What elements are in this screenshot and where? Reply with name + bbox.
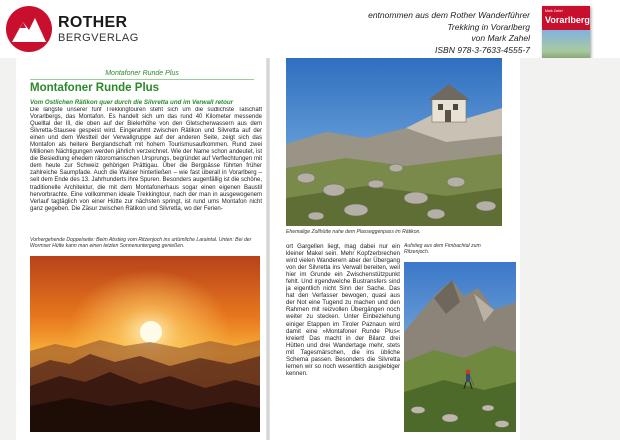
book-cover-author: Mark Zahel (545, 9, 563, 13)
chapter-subtitle: Vom Östlichen Rätikon quer durch die Silvretta und im Verwall retour (30, 99, 234, 106)
page-header (0, 0, 620, 58)
book-title-line: Trekking in Vorarlberg (447, 21, 530, 32)
brand-name: ROTHER (58, 14, 128, 31)
body-text-continued: ort Gargellen liegt, mag dabei nur ein kleiner Makel sein. Mehr Kopfzerbrechen wird vielen Wanderern aber der Übergang von der Silvretta ins Verwall bereiten, weil hier im Grunde ein Zwischenstützpunkt fehlt. Und irgendwelche Bustransfers sind ja eigentlich nicht Sinn der Sache. Das hat den Verfasser bewogen, quasi aus der Not eine Tugend zu machen und den Rahmen mit reizvollen Übergängen noch weiter zu stecken. Unter Einbeziehung einiger Etappen im Tiroler Paznaun wird damit eine »Montafoner Runde Plus« kreiert! Das macht in der Bilanz drei Hütten und drei Wandertage mehr, stets mit Tagesmärschen, die ins übliche Schema passen. Besonders die Silvretta lernen wir so noch wesentlich ausgiebiger kennen. (286, 243, 400, 377)
body-text: Die längste unserer fünf Trekkingtouren steht sich um die südlichste Talschaft Vorarlbergs, das Montafon. Es handelt sich um das rund 40 Kilometer messende Quelltal der Ill, die oben auf der Bielerhöhe von den Gletscherwassern aus dem Silvretta-Stausee gespeist wird. Eingerahmt zwischen Rätikon und Silvretta auf der einen und dem Westteil der Verwallgruppe auf der anderen Seite, zeigt sich das Montafon als heitere Berglandschaft mit hohem Tourismusaufkommen. Rund zwei Millionen Nächtigungen werden jährlich verzeichnet. Wie der Name schon andeutet, ist die Besiedlung ehedem rätoromanischen Ursprungs, begründet auf Verflechtungen mit dem heute zur Schweiz gehörigen Prättigau. Über die Bergpässe führten früher zahlreiche Saumpfade. Auch die Walser hinterließen – wie fast überall in Vorarlberg – seit dem Ende des 13. Jahrhunderts ihre Spuren. Besonders augenfällig ist die schöne, traditionelle Architektur, die mit dem Montafonerhaus sogar einen eigenen Baustil hervorbrachte. Eine vollkommen ideale Trekkingtour, nach der man in ausgewogenem Verlauf tagtäglich von einer Hütte zur nächsten springt, ist rund ums Montafon nicht ganz gegeben. Die Zäsur zwischen Rätikon und Silvretta, wo der Ferien- (30, 107, 262, 212)
ascent-photo (404, 262, 516, 432)
mountain-hut-photo (286, 58, 502, 226)
chapter-title: Montafoner Runde Plus (30, 82, 160, 94)
book-cover-title: Vorarlberg (545, 15, 590, 25)
author-line: von Mark Zahel (471, 33, 530, 43)
divider (30, 79, 254, 80)
brand-subtitle: BERGVERLAG (58, 32, 139, 44)
rother-logo (6, 6, 52, 52)
photo-caption-climb: Aufstieg aus dem Fimbachtal zum Ritzenjoch. (404, 243, 481, 256)
isbn-line: ISBN 978-3-7633-4555-7 (435, 44, 530, 55)
source-info (280, 10, 530, 56)
source-line: entnommen aus dem Rother Wanderführer (368, 10, 530, 20)
sunset-photo (30, 256, 260, 432)
photo-caption-hut: Ehemalige Zollhütte nahe dem Plasseggenpass im Rätikon. (286, 229, 421, 235)
running-head: Montafoner Runde Plus (105, 70, 179, 77)
page-gutter (266, 58, 270, 440)
photo-caption-left: Vorhergehende Doppelseite: Beim Abstieg vom Ritzenjoch ins urtümliche Laraintal. Unten: Bei der Wormser Hütte kann man einen letzten Sonnenuntergang genießen. (30, 237, 252, 250)
